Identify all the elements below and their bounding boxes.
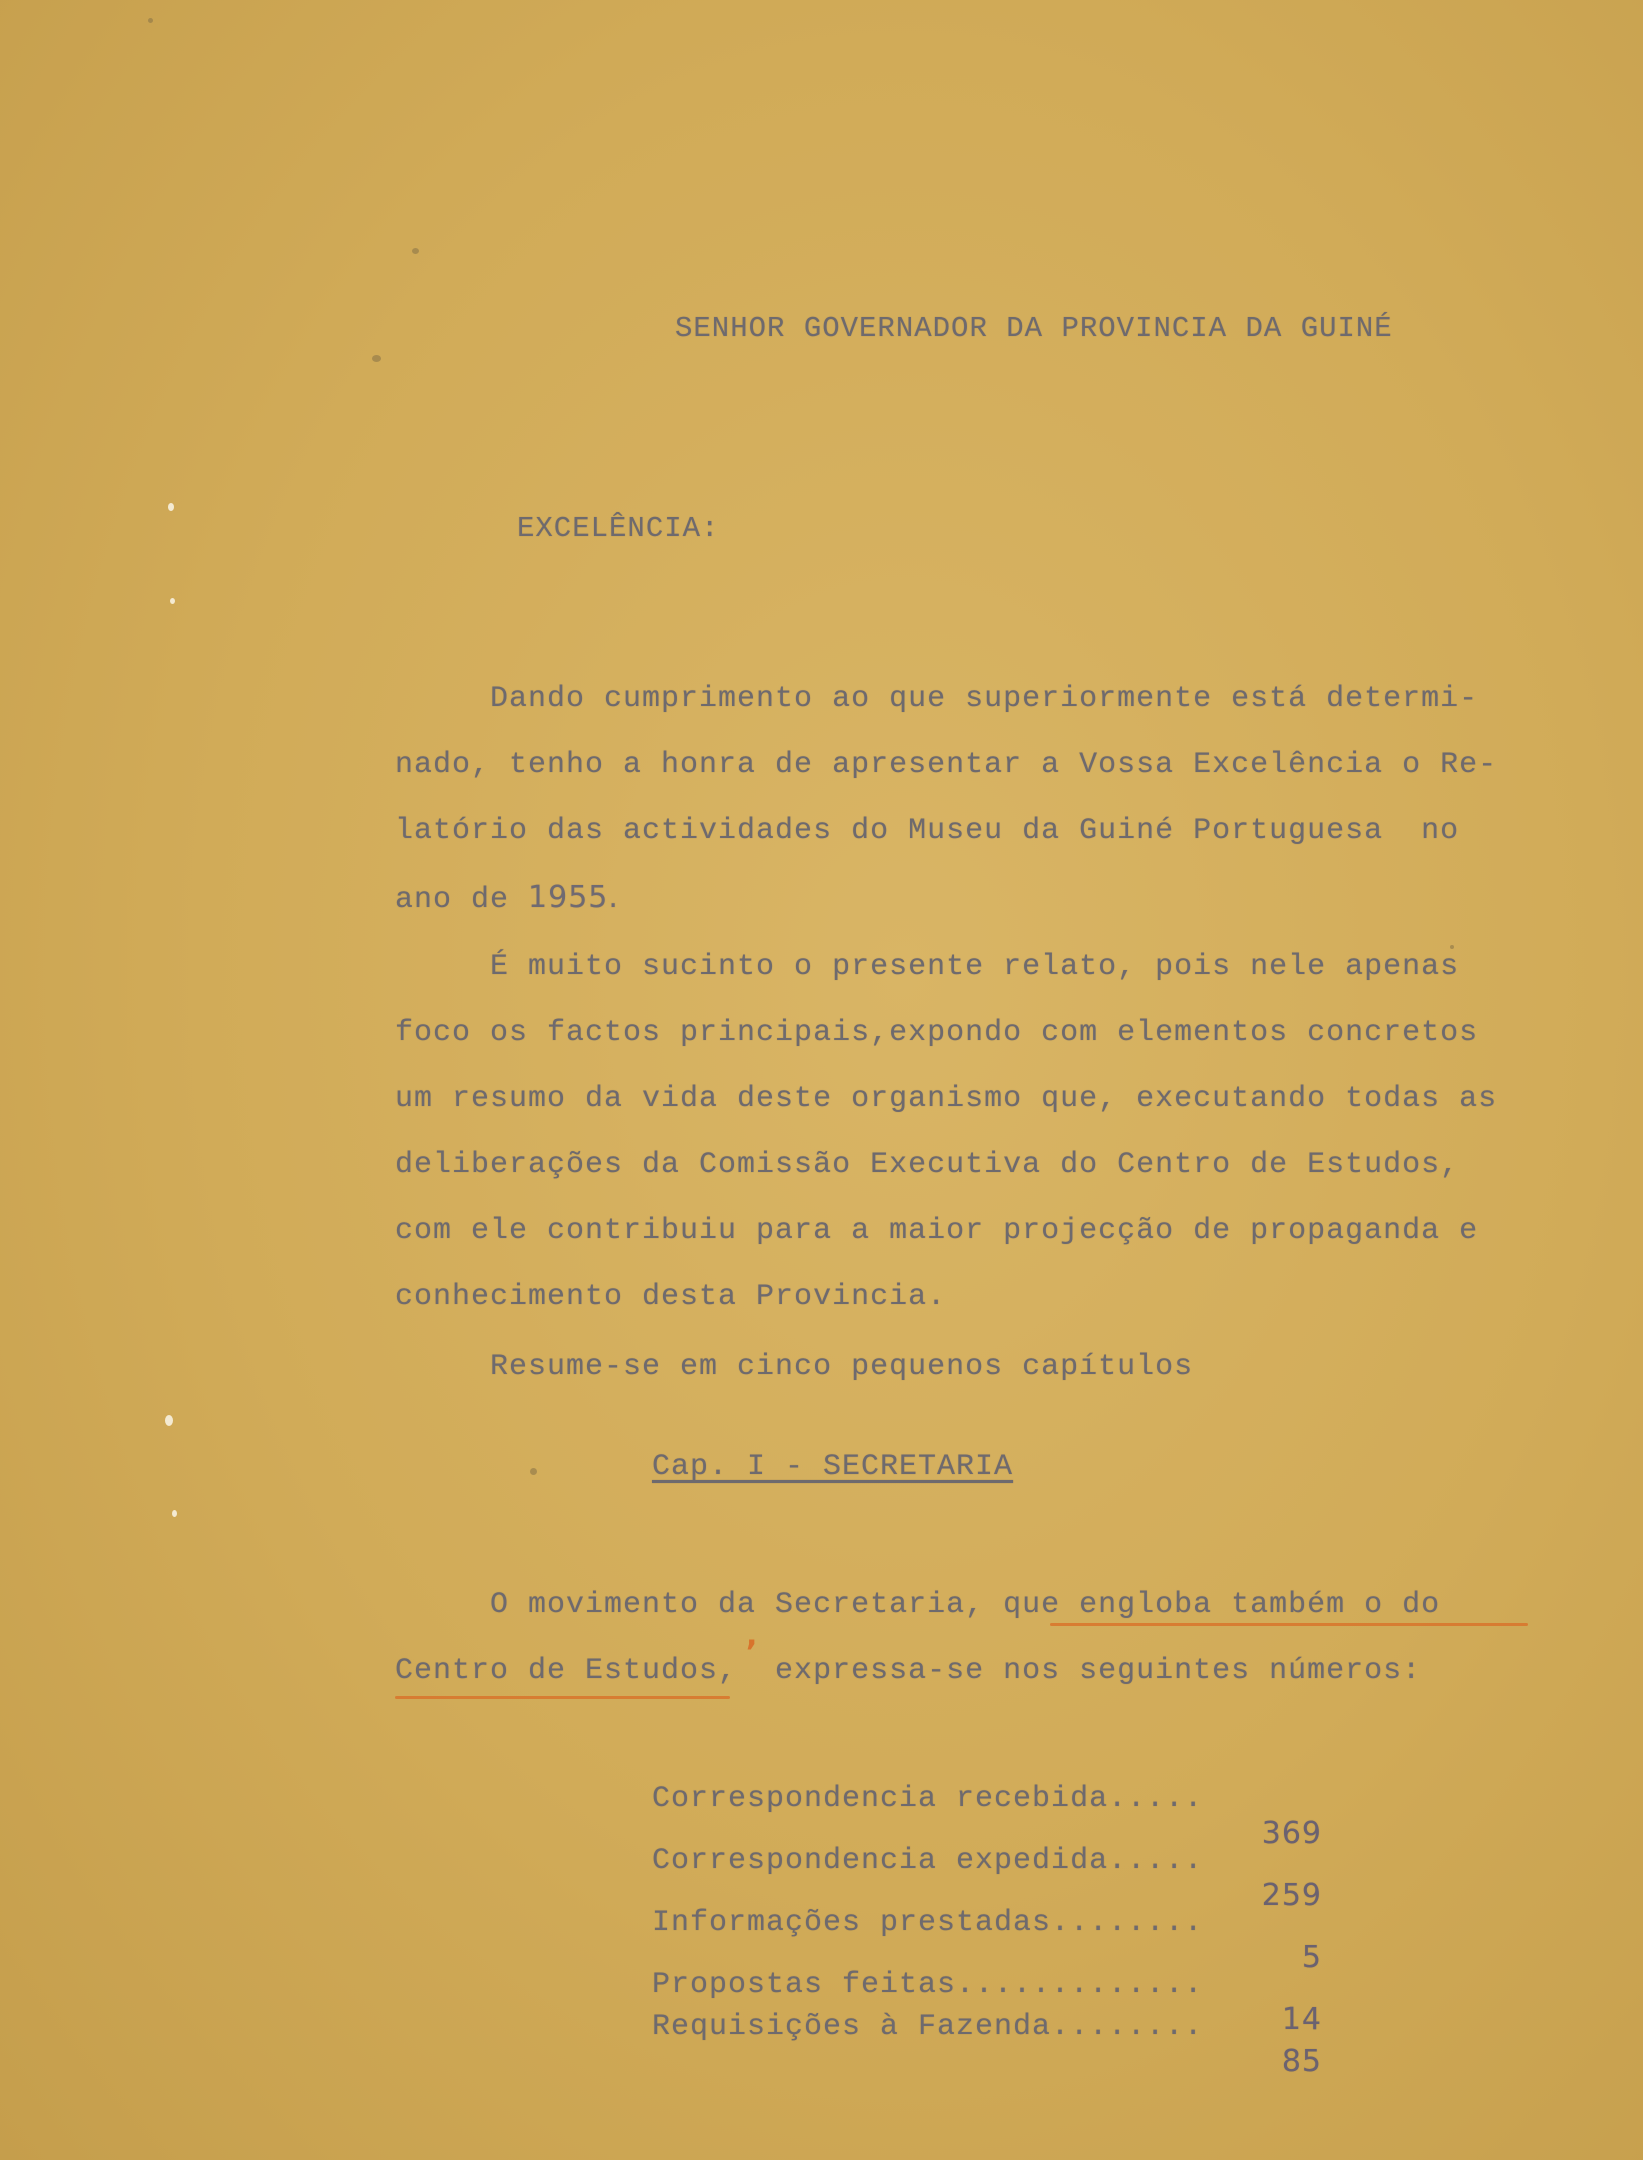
paragraph-3: Resume-se em cinco pequenos capítulos (395, 1350, 1194, 1384)
paper-speck (412, 248, 419, 254)
paragraph-4-line-2: Centro de Estudos, expressa-se nos seguintes números: (395, 1654, 1422, 1688)
stat-row (652, 1748, 1322, 1851)
paragraph-1-line-4 (395, 880, 1545, 917)
handwritten-year: 1955. (528, 880, 619, 915)
stat-label: Correspondencia expedida..... (652, 1844, 1204, 1878)
paper-speck (530, 1468, 537, 1475)
paragraph-2-line-5: com ele contribuiu para a maior projecção de propaganda e (395, 1214, 1479, 1248)
stat-value: 259 (1261, 1878, 1322, 1913)
salutation: EXCELÊNCIA: (517, 512, 720, 545)
stat-label: Correspondencia recebida..... (652, 1782, 1204, 1816)
orange-underline (395, 1696, 730, 1699)
addressee-heading: SENHOR GOVERNADOR DA PROVINCIA DA GUINÉ (675, 312, 1393, 345)
stat-value: 5 (1301, 1940, 1322, 1975)
paragraph-2-line-4: deliberações da Comissão Executiva do Centro de Estudos, (395, 1148, 1460, 1182)
chapter-heading: Cap. I - SECRETARIA (652, 1450, 1014, 1484)
paper-speck (372, 355, 381, 362)
paragraph-4-line-1: O movimento da Secretaria, que engloba também o do (395, 1588, 1441, 1622)
paragraph-1-line-4-text: ano de (395, 883, 529, 917)
paragraph-1-line-1: Dando cumprimento ao que superiormente está determi- (395, 682, 1479, 716)
stat-label: Requisições à Fazenda........ (652, 2010, 1204, 2044)
secretaria-statistics (652, 1748, 1322, 2079)
paper-speck (148, 18, 153, 23)
stat-label: Propostas feitas............. (652, 1968, 1204, 2002)
paragraph-2-line-6: conhecimento desta Provincia. (395, 1280, 947, 1314)
orange-comma-mark: , (746, 1618, 758, 1653)
stat-value: 14 (1281, 2002, 1322, 2037)
stat-value: 85 (1281, 2044, 1322, 2079)
stat-value: 369 (1261, 1816, 1322, 1851)
paragraph-2-line-3: um resumo da vida deste organismo que, executando todas as (395, 1082, 1498, 1116)
binder-hole (168, 503, 174, 511)
binder-hole (170, 598, 175, 604)
binder-hole (172, 1510, 177, 1517)
stat-label: Informações prestadas........ (652, 1906, 1204, 1940)
paragraph-1-line-2: nado, tenho a honra de apresentar a Vossa Excelência o Re- (395, 748, 1498, 782)
paper-speck (1450, 945, 1454, 949)
paragraph-2-line-2: foco os factos principais,expondo com elementos concretos (395, 1016, 1479, 1050)
binder-hole (165, 1415, 173, 1426)
paragraph-1-line-3: latório das actividades do Museu da Guiné Portuguesa no (395, 814, 1460, 848)
orange-underline (1050, 1623, 1528, 1626)
paragraph-2-line-1: É muito sucinto o presente relato, pois nele apenas (395, 950, 1460, 984)
